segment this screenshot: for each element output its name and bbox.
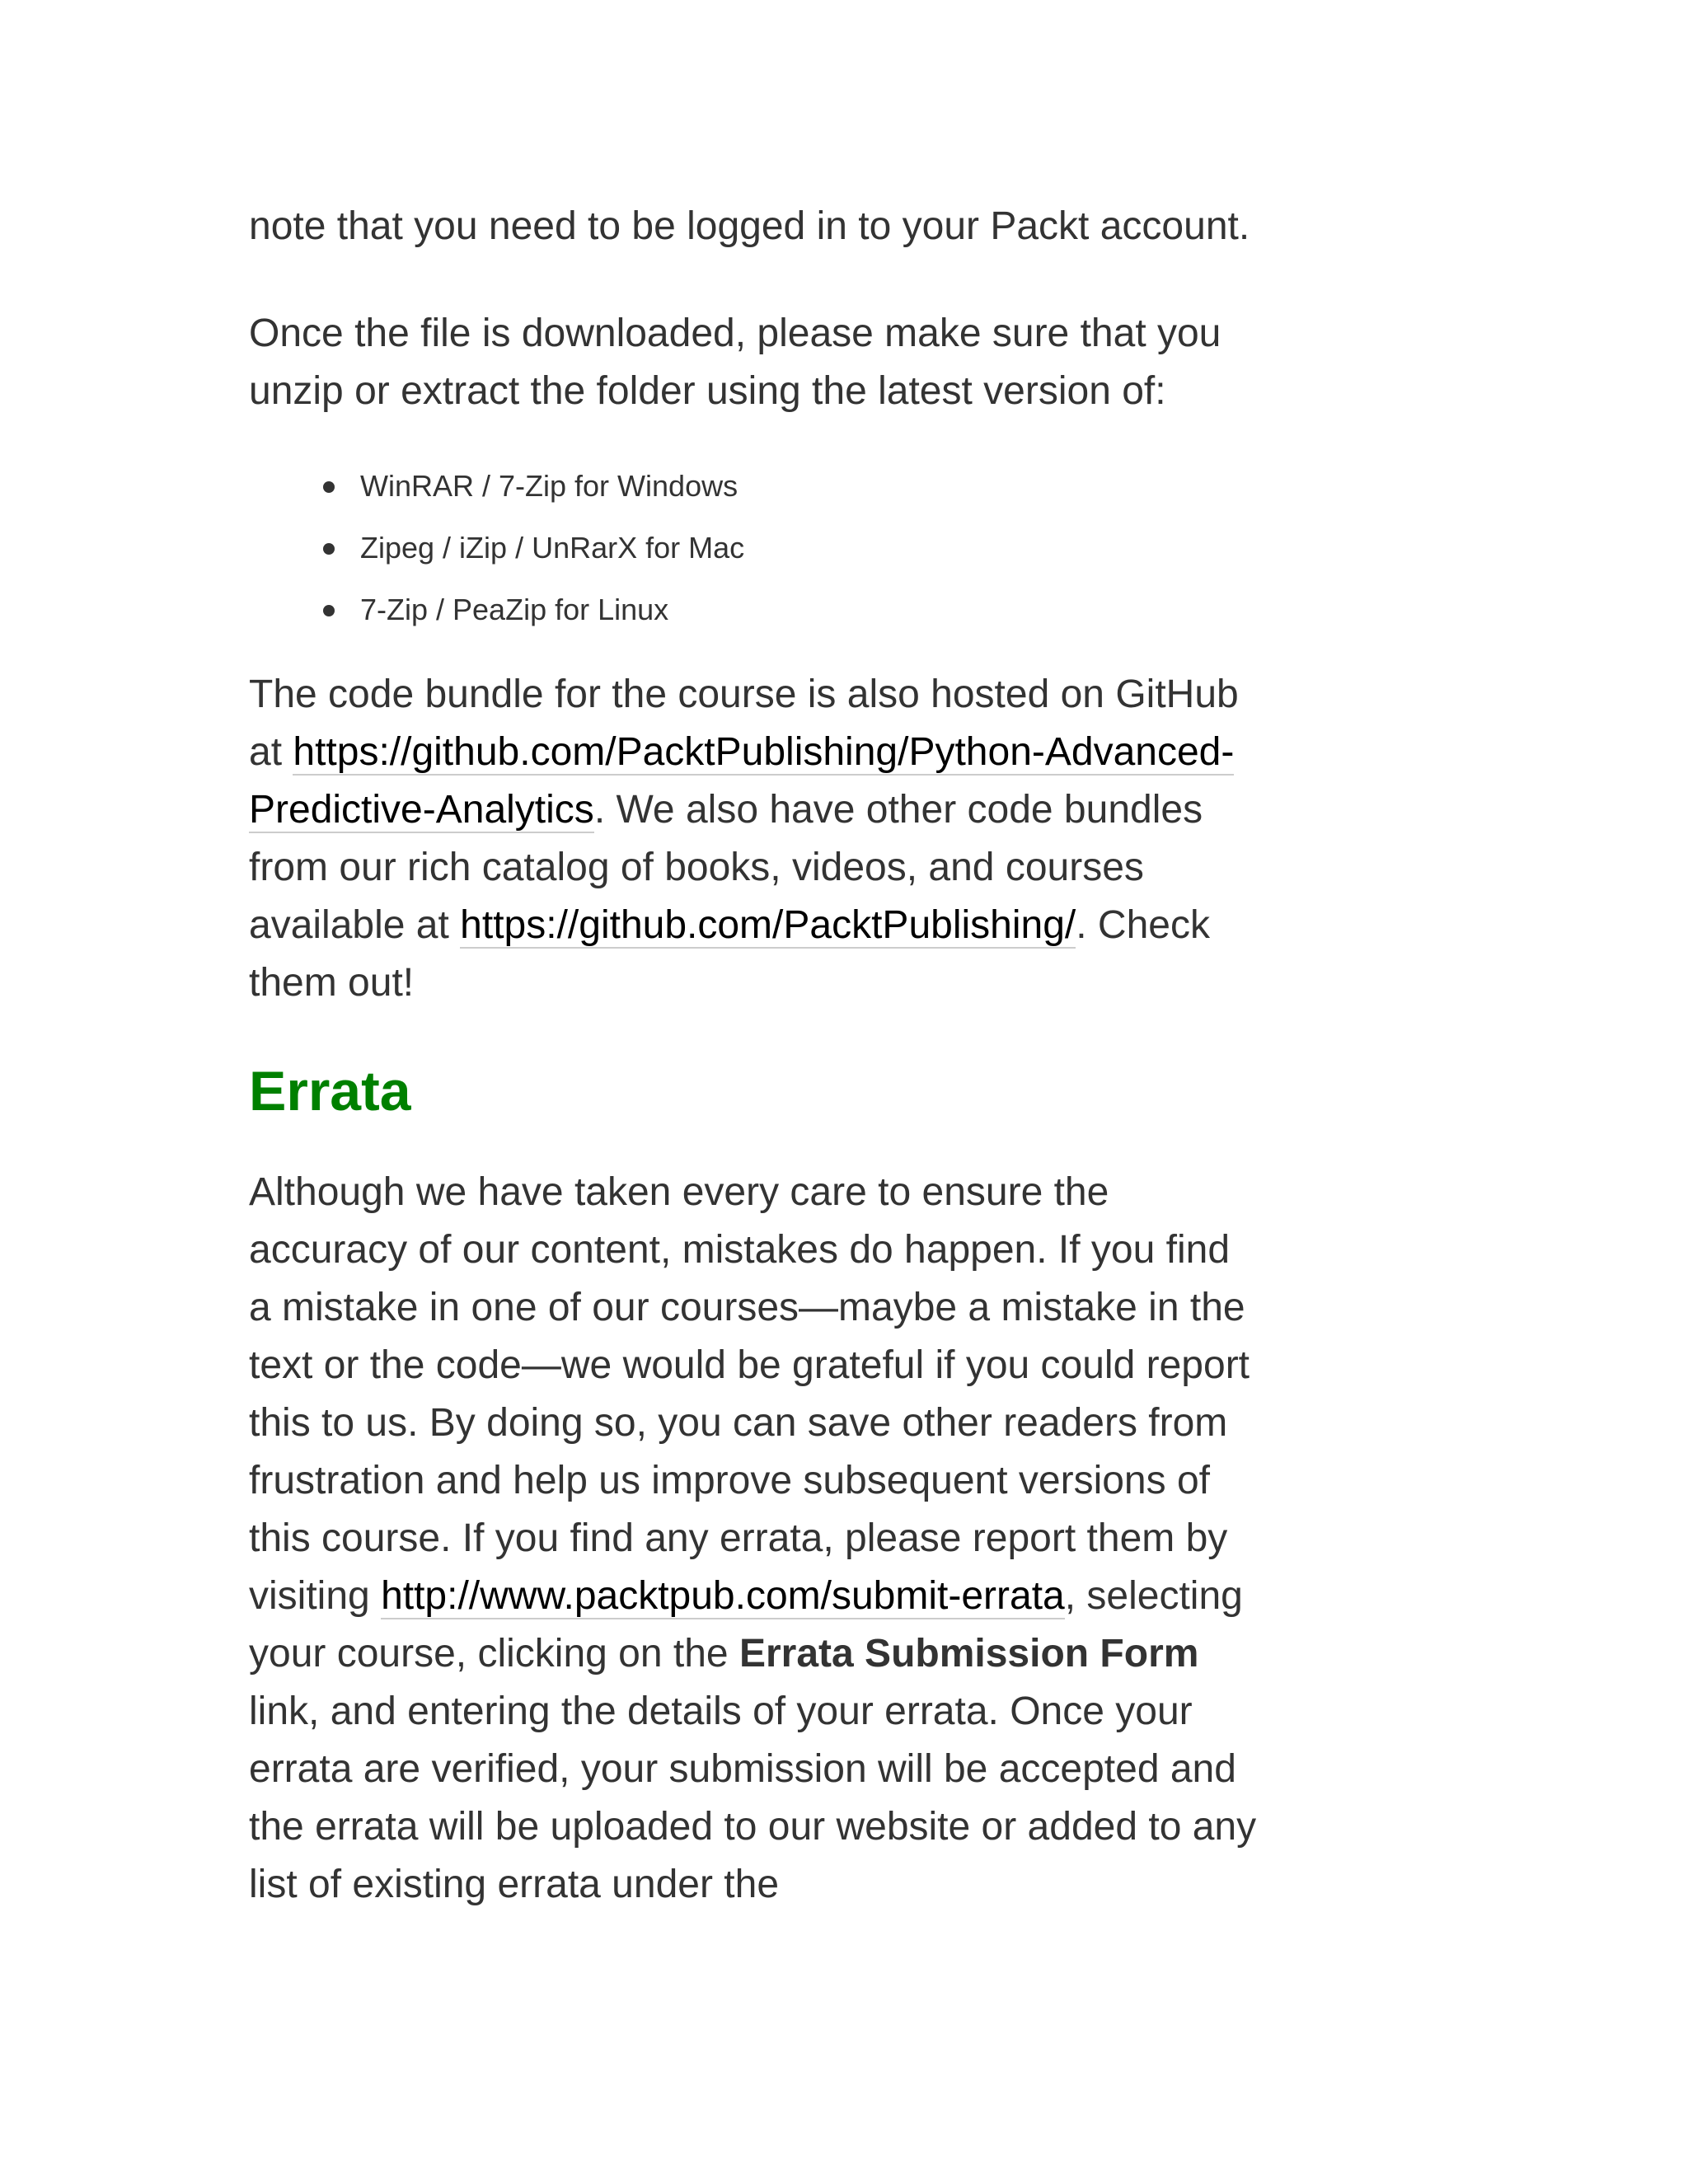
list-item-text: Zipeg / iZip / UnRarX for Mac bbox=[360, 531, 745, 565]
submit-errata-link[interactable]: http://www.packtpub.com/submit-errata bbox=[381, 1574, 1065, 1618]
github-packt-link[interactable]: https://github.com/PacktPublishing/ bbox=[460, 903, 1076, 947]
bullet-icon bbox=[323, 605, 335, 616]
unzip-instructions-text: Once the file is downloaded, please make sure that you unzip or extract the folder using the latest version of: bbox=[249, 312, 1221, 413]
list-item-text: WinRAR / 7-Zip for Windows bbox=[360, 469, 738, 503]
archive-tools-list bbox=[323, 470, 1263, 626]
code-bundle-text-3: . Check them out! bbox=[249, 903, 1210, 1005]
login-note-paragraph bbox=[249, 198, 1263, 255]
errata-form-name: Errata Submission Form bbox=[738, 1632, 1199, 1675]
list-item bbox=[323, 470, 1263, 503]
list-item bbox=[323, 593, 1263, 626]
code-bundle-text-1: The code bundle for the course is also hosted on GitHub at bbox=[249, 673, 1239, 774]
errata-text-3: link, and entering the details of your errata. Once your errata are verified, your submission will be accepted and the errata will be uploaded to our website or added to any list of existing errata under the bbox=[249, 1690, 1257, 1906]
errata-heading: Errata bbox=[249, 1060, 411, 1122]
github-course-link[interactable]: https://github.com/PacktPublishing/Python-Advanced-Predictive-Analytics bbox=[249, 730, 1235, 832]
errata-text-1: Although we have taken every care to ensure the accuracy of our content, mistakes do happen. If you find a mistake in one of our courses—maybe a mistake in the text or the code—we would be grateful if you could report this to us. By doing so, you can save other readers from frustration and help us improve subsequent versions of this course. If you find any errata, please report them by visiting bbox=[249, 1170, 1250, 1618]
login-note-text: note that you need to be logged in to your Packt account. bbox=[249, 204, 1250, 248]
list-item bbox=[323, 532, 1263, 565]
errata-paragraph bbox=[249, 1164, 1263, 1914]
bullet-icon bbox=[323, 481, 335, 493]
code-bundle-paragraph bbox=[249, 666, 1263, 1012]
document-page bbox=[249, 198, 1263, 1914]
errata-text-2: , selecting your course, clicking on the bbox=[249, 1574, 1243, 1675]
unzip-instructions-paragraph bbox=[249, 305, 1263, 420]
code-bundle-text-2: . We also have other code bundles from our rich catalog of books, videos, and courses available at bbox=[249, 788, 1203, 947]
list-item-text: 7-Zip / PeaZip for Linux bbox=[360, 593, 669, 626]
bullet-icon bbox=[323, 543, 335, 555]
